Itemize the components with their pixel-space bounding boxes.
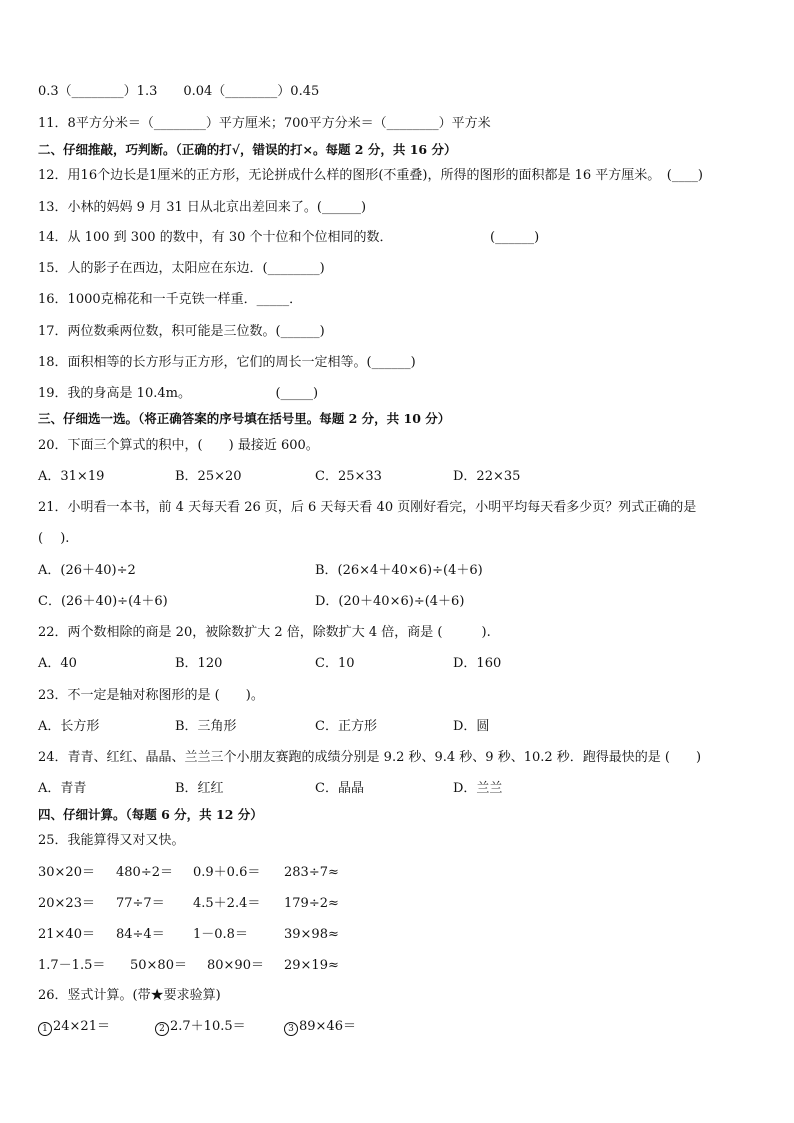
calc-cell: 84÷4＝ [116,927,165,942]
q24-option-b: B．红红 [175,781,224,796]
q21-option-a: A．(26＋40)÷2 [38,563,136,578]
q20-option-c: C．25×33 [315,469,382,484]
q21-line: 21．小明看一本书，前 4 天每天看 26 页，后 6 天每天看 40 页刚好看完，小明平均每天看多少页？列式正确的是 [38,500,697,515]
q22-option-c: C．10 [315,656,355,671]
calc-cell: 77÷7＝ [116,896,165,911]
q19-line: 19．我的身高是 10.4m。 (_____) [38,386,319,401]
q13-line: 13．小林的妈妈 9 月 31 日从北京出差回来了。(______) [38,200,367,215]
q24-line: 24．青青、红红、晶晶、兰兰三个小朋友赛跑的成绩分别是 9.2 秒、9.4 秒、9 秒、10.2 秒．跑得最快的是 ( ) [38,750,702,765]
section-3-heading: 三、仔细选一选。（将正确答案的序号填在括号里。每题 2 分，共 10 分） [38,411,451,426]
vertical-calc-expr: 24×21＝ [53,1019,110,1034]
q24-option-d: D．兰兰 [453,781,503,796]
q23-option-b: B．三角形 [175,719,237,734]
q22-option-a: A．40 [38,656,77,671]
q21-option-d: D．(20＋40×6)÷(4＋6) [315,594,465,609]
q20-option-d: D．22×35 [453,469,521,484]
q20-option-b: B．25×20 [175,469,242,484]
calc-cell: 1－0.8＝ [193,927,248,942]
calc-cell: 0.9＋0.6＝ [193,865,261,880]
calc-cell: 21×40＝ [38,927,95,942]
q23-option-d: D．圆 [453,719,490,734]
circled-number: 3 [284,1022,298,1036]
q11-line: 11．8平方分米＝（________）平方厘米；700平方分米＝（________）平方米 [38,116,491,131]
vertical-calc-item [38,1019,110,1036]
calc-cell: 20×23＝ [38,896,95,911]
calc-cell: 480÷2＝ [116,865,173,880]
q25-line: 25．我能算得又对又快。 [38,833,185,848]
q21-line-2: ( ). [38,531,70,546]
vertical-calc-expr: 89×46＝ [299,1019,356,1034]
section-2-heading: 二、仔细推敲，巧判断。（正确的打√，错误的打×。每题 2 分，共 16 分） [38,142,457,157]
section-4-heading: 四、仔细计算。（每题 6 分，共 12 分） [38,807,263,822]
q20-line: 20．下面三个算式的积中，( ) 最接近 600。 [38,438,319,453]
q15-line: 15．人的影子在西边，太阳应在东边．(________) [38,261,325,276]
vertical-calc-expr: 2.7＋10.5＝ [170,1019,246,1034]
calc-cell: 283÷7≈ [284,865,339,880]
q23-option-c: C．正方形 [315,719,377,734]
q21-option-c: C．(26＋40)÷(4＋6) [38,594,168,609]
q18-line: 18．面积相等的长方形与正方形，它们的周长一定相等。(______) [38,355,416,370]
circled-number: 1 [38,1022,52,1036]
vertical-calc-item [284,1019,356,1036]
vertical-calc-item [155,1019,246,1036]
q22-line: 22．两个数相除的商是 20，被除数扩大 2 倍，除数扩大 4 倍，商是 ( ). [38,625,491,640]
q12-line: 12．用16个边长是1厘米的正方形，无论拼成什么样的图形(不重叠)，所得的图形的面积都是 16 平方厘米。 (____) [38,168,703,183]
calc-cell: 179÷2≈ [284,896,339,911]
calc-cell: 50×80＝ [130,958,187,973]
calc-cell: 30×20＝ [38,865,95,880]
q10-line: 0.3（________）1.3 0.04（________）0.45 [38,84,320,99]
calc-cell: 39×98≈ [284,927,339,942]
q24-option-c: C．晶晶 [315,781,364,796]
q23-option-a: A．长方形 [38,719,100,734]
q26-line: 26．竖式计算。(带★要求验算) [38,988,221,1003]
q21-option-b: B．(26×4＋40×6)÷(4＋6) [315,563,483,578]
calc-cell: 80×90＝ [207,958,264,973]
q16-line: 16．1000克棉花和一千克铁一样重．_____． [38,292,303,307]
q23-line: 23．不一定是轴对称图形的是 ( )。 [38,688,264,703]
q22-option-b: B．120 [175,656,223,671]
q17-line: 17．两位数乘两位数，积可能是三位数。(______) [38,324,325,339]
q20-option-a: A．31×19 [38,469,105,484]
q22-option-d: D．160 [453,656,502,671]
q14-line: 14．从 100 到 300 的数中，有 30 个十位和个位相同的数． (______) [38,230,540,245]
calc-cell: 29×19≈ [284,958,339,973]
calc-cell: 1.7－1.5＝ [38,958,106,973]
circled-number: 2 [155,1022,169,1036]
q24-option-a: A．青青 [38,781,87,796]
calc-cell: 4.5＋2.4＝ [193,896,261,911]
